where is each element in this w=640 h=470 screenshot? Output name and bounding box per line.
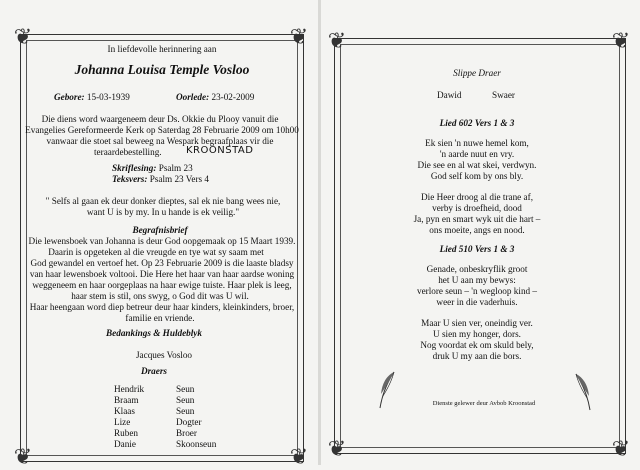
text-verse	[112, 174, 209, 185]
text-label: Teksvers:	[112, 174, 148, 184]
memorial-header: In liefdevolle herinnering aan	[107, 44, 217, 54]
deceased-name: Johanna Louisa Temple Vosloo	[74, 62, 250, 77]
quote-line: " Selfs al gaan ek deur donker dieptes, sal ek nie bang wees nie,	[45, 196, 281, 206]
service-line: teraardebestelling.	[94, 147, 162, 157]
service-line: Evangelies Gereformeerde Kerk op Saterdag 28 Februarie 2009 om 10h00	[25, 125, 299, 135]
ornament-corner-icon: ❦	[327, 28, 347, 53]
bearer-relation: Broer	[176, 428, 197, 438]
hymn-line: Die Heer droog al die trane af,	[421, 192, 533, 202]
hymn-line: ons moeite, angs en nood.	[429, 225, 525, 235]
died-label: Oorlede:	[176, 92, 210, 102]
feather-icon	[376, 370, 398, 410]
bearer-name: Danie	[114, 439, 136, 449]
ornament-corner-icon: ❦	[611, 436, 631, 461]
hymn-line: Genade, onbeskryflik groot	[426, 264, 528, 274]
hymn-line: God self kom by ons bly.	[430, 171, 524, 181]
hymn-line: Nog voordat ek om skuld bely,	[420, 340, 534, 350]
obituary-line: God gewandel en vertoef het. Op 23 Februarie 2009 is die laaste bladsy	[30, 258, 294, 268]
hymn-line: U sien my honger, dors.	[433, 329, 521, 339]
obituary-line: haar stem is stil, ons swyg, o God dit was U wil.	[71, 291, 249, 301]
ornament-corner-icon: ❦	[289, 444, 309, 469]
handwritten-note: KROONSTAD	[186, 145, 254, 156]
obituary-line: familie en vriende.	[125, 313, 195, 323]
bearer-relation: Seun	[176, 406, 195, 416]
died-value: 23-02-2009	[211, 92, 255, 102]
hymn-line: verby is droefheid, dood	[432, 203, 522, 213]
bearer-name: Ruben	[114, 428, 138, 438]
obituary-line: Daarin is opgeteken al die vreugde en tye wat sy saam met	[48, 247, 264, 257]
hymn1-title: Lied 602 Vers 1 & 3	[439, 118, 515, 128]
right-page	[320, 0, 640, 465]
hymn-line: Ja, pyn en smart wyk uit die hart –	[413, 214, 541, 224]
bearer-relation: Seun	[176, 384, 195, 394]
service-line: vanwaar die stoet sal beweeg na Wespark begraafplaas vir die	[46, 136, 274, 146]
bearer-name: Klaas	[114, 406, 135, 416]
hymn-line: het U aan my bewys:	[438, 275, 516, 285]
hymn-line: Ek sien 'n nuwe hemel kom,	[425, 138, 529, 148]
funeral-services-footer: Dienste gelewer deur Avbob Kroonstad	[432, 400, 536, 407]
born-label: Gebore:	[54, 92, 85, 102]
bearers-heading: Draers	[140, 366, 168, 376]
obituary-line: Haar heengaan word diep betreur deur haar kinders, kleinkinders, broer,	[29, 302, 295, 312]
left-page	[0, 0, 320, 469]
hymn-line: druk U my aan die bors.	[432, 351, 522, 361]
obituary-line: van haar lewensboek voltooi. Die Here het haar van haar aardse woning	[29, 269, 295, 279]
ornament-corner-icon: ❦	[289, 24, 309, 49]
slip-bearer-heading: Slippe Draer	[453, 68, 501, 78]
thanks-heading: Bedankings & Huldeblyk	[106, 328, 202, 338]
slip-bearer-relation: Swaer	[492, 90, 515, 100]
thanks-name: Jacques Vosloo	[135, 350, 193, 360]
obituary-line: Die lewensboek van Johanna is deur God oopgemaak op 15 Maart 1939.	[28, 236, 296, 246]
born-date	[54, 92, 130, 103]
bearer-name: Lize	[114, 417, 131, 427]
bearer-name: Hendrik	[114, 384, 145, 394]
ornament-corner-icon: ❦	[13, 444, 33, 469]
hymn-line: 'n aarde nuut en vry.	[439, 149, 515, 159]
bearer-relation: Dogter	[176, 417, 202, 427]
hymn-line: Maar U sien ver, oneindig ver.	[421, 318, 533, 328]
born-value: 15-03-1939	[86, 92, 130, 102]
hymn-line: verlore seun – 'n wegloop kind –	[416, 286, 538, 296]
obituary-heading: Begrafnisbrief	[132, 225, 188, 235]
bearer-relation: Skoonseun	[176, 439, 217, 449]
ornament-corner-icon: ❦	[611, 28, 631, 53]
ornament-corner-icon: ❦	[13, 24, 33, 49]
service-line: Die diens word waargeneem deur Ds. Okkie du Plooy vanuit die	[41, 114, 279, 124]
hymn-line: Die see en al wat skei, verdwyn.	[417, 160, 537, 170]
reading-label: Skriflesing:	[112, 163, 157, 173]
hymn2-title: Lied 510 Vers 1 & 3	[439, 244, 515, 254]
feather-icon	[572, 372, 594, 412]
bearer-name: Braam	[114, 395, 139, 405]
reading-value: Psalm 23	[158, 163, 193, 173]
obituary-line: weggeneem en haar oorgeplaas na haar ewige tuiste. Haar plek is leeg,	[32, 280, 292, 290]
reading	[112, 163, 193, 174]
bearer-relation: Seun	[176, 395, 195, 405]
text-value: Psalm 23 Vers 4	[149, 174, 209, 184]
hymn-line: weer in die vaderhuis.	[436, 297, 518, 307]
slip-bearer-name: Dawid	[437, 90, 462, 100]
ornament-corner-icon: ❦	[327, 436, 347, 461]
quote-line: want U is by my. In u hande is ek veilig."	[86, 207, 240, 217]
died-date	[176, 92, 254, 103]
